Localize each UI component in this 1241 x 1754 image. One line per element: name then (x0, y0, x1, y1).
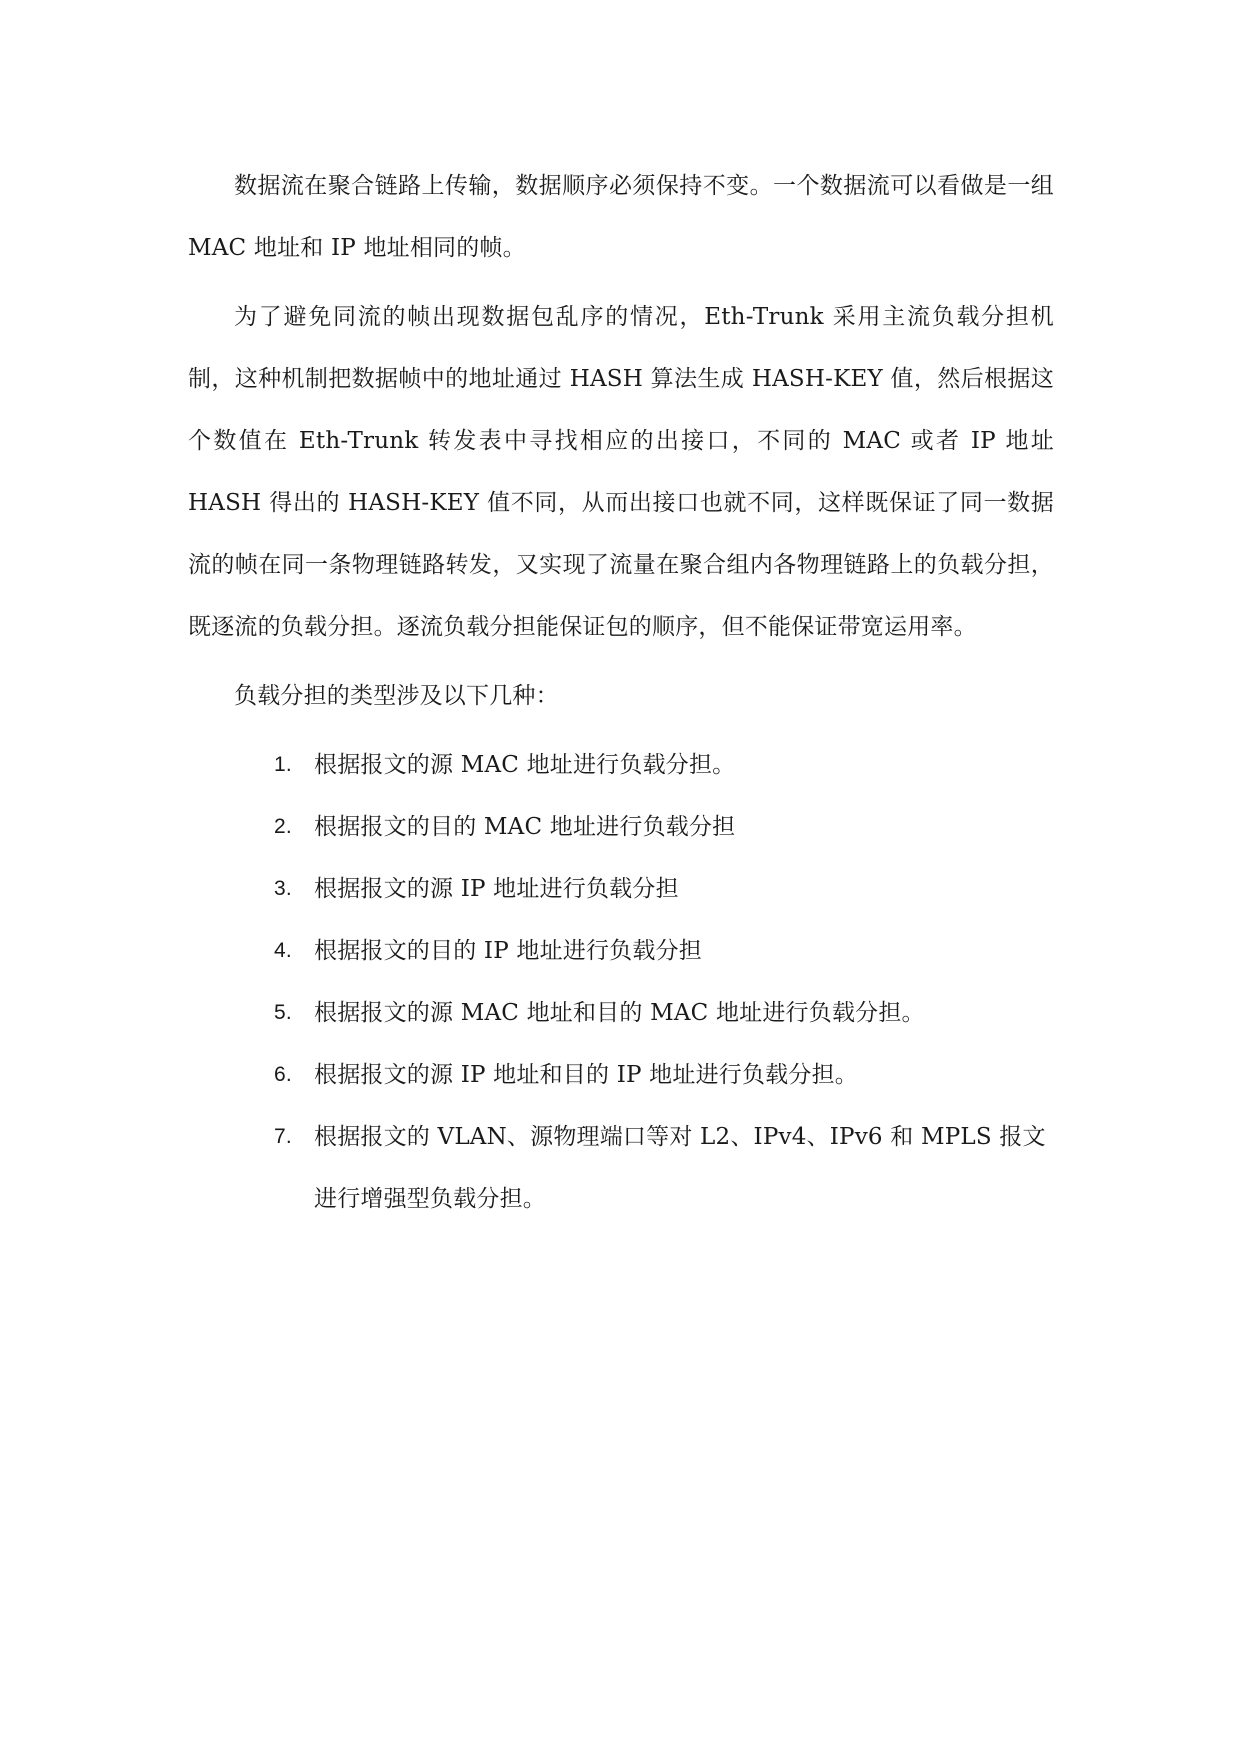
document-body (188, 155, 1054, 1230)
paragraph-data-flow: 数据流在聚合链路上传输，数据顺序必须保持不变。一个数据流可以看做是一组 MAC 地址和 IP 地址相同的帧。 (188, 173, 1054, 261)
list-item (188, 734, 1054, 796)
list-item-text: 根据报文的目的 MAC 地址进行负载分担 (314, 814, 736, 840)
list-item (188, 1044, 1054, 1106)
list-item-number: 7. (274, 1125, 292, 1148)
list-item-text: 根据报文的源 IP 地址进行负载分担 (314, 876, 679, 902)
paragraph-load-balance-types: 负载分担的类型涉及以下几种： (234, 683, 559, 709)
list-item-number: 5. (274, 1001, 292, 1024)
list-item-number: 3. (274, 877, 292, 900)
list-item-text: 根据报文的源 MAC 地址进行负载分担。 (314, 752, 736, 778)
load-balance-type-list (188, 734, 1054, 1230)
list-item (188, 982, 1054, 1044)
list-item-text: 根据报文的源 MAC 地址和目的 MAC 地址进行负载分担。 (314, 1000, 925, 1026)
list-item (188, 858, 1054, 920)
list-item-text: 根据报文的源 IP 地址和目的 IP 地址进行负载分担。 (314, 1062, 858, 1088)
list-item (188, 920, 1054, 982)
list-item-number: 1. (274, 753, 292, 776)
list-item-text: 根据报文的目的 IP 地址进行负载分担 (314, 938, 702, 964)
list-item-number: 2. (274, 815, 292, 838)
list-item-text: 根据报文的 VLAN、源物理端口等对 L2、IPv4、IPv6 和 MPLS 报文进行增强型负载分担。 (314, 1124, 1046, 1212)
list-item-number: 4. (274, 939, 292, 962)
list-item-number: 6. (274, 1063, 292, 1086)
list-item (188, 1106, 1054, 1230)
paragraph-eth-trunk-mechanism: 为了避免同流的帧出现数据包乱序的情况，Eth-Trunk 采用主流负载分担机制，这种机制把数据帧中的地址通过 HASH 算法生成 HASH-KEY 值，然后根据这个数值在 Eth-Trunk 转发表中寻找相应的出接口，不同的 MAC 或者 IP 地址 HASH 得出的 HASH-KEY 值不同，从而出接口也就不同，这样既保证了同一数据流的帧在同一条物理链路转发，又实现了流量在聚合组内各物理链路上的负载分担，既逐流的负载分担。逐流负载分担能保证包的顺序，但不能保证带宽运用率。 (188, 304, 1054, 640)
list-item (188, 796, 1054, 858)
